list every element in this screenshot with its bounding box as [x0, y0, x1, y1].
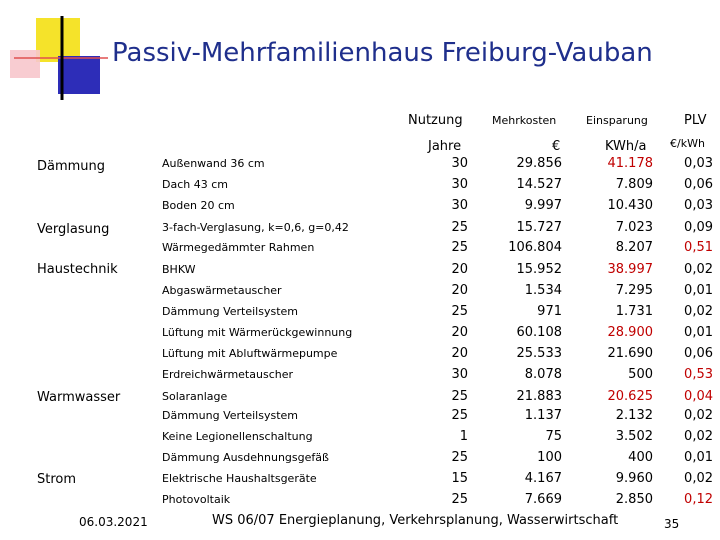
table-row — [0, 262, 720, 282]
row-label: Lüftung mit Wärmerückgewinnung — [162, 326, 353, 339]
row-label: Abgaswärmetauscher — [162, 284, 282, 297]
header-nutzung: Nutzung — [408, 113, 463, 128]
row-nutzung: 30 — [451, 177, 468, 192]
row-einsparung: 41.178 — [607, 156, 653, 171]
row-nutzung: 20 — [451, 283, 468, 298]
row-label: Dämmung Verteilsystem — [162, 409, 298, 422]
row-einsparung: 20.625 — [607, 389, 653, 404]
table-row — [0, 198, 720, 218]
row-mehrkosten: 14.527 — [516, 177, 562, 192]
table-row — [0, 492, 720, 512]
table-row — [0, 304, 720, 324]
row-plv: 0,53 — [684, 367, 713, 382]
row-plv: 0,02 — [684, 471, 713, 486]
row-plv: 0,12 — [684, 492, 713, 507]
header-euro-per-kwh: €/kWh — [670, 137, 705, 150]
table-row — [0, 177, 720, 197]
category-warmwasser: Warmwasser — [37, 390, 121, 405]
logo-yellow-square — [36, 18, 80, 62]
table-row — [0, 429, 720, 449]
header-euro: € — [552, 139, 561, 154]
row-mehrkosten: 9.997 — [524, 198, 562, 213]
row-label: Elektrische Haushaltsgeräte — [162, 472, 317, 485]
row-nutzung: 20 — [451, 325, 468, 340]
row-mehrkosten: 971 — [537, 304, 562, 319]
row-mehrkosten: 15.952 — [516, 262, 562, 277]
row-plv: 0,04 — [684, 389, 713, 404]
row-mehrkosten: 106.804 — [508, 240, 562, 255]
row-mehrkosten: 75 — [545, 429, 562, 444]
table-row — [0, 471, 720, 491]
row-einsparung: 7.295 — [615, 283, 653, 298]
row-einsparung: 2.132 — [615, 408, 653, 423]
table-row — [0, 156, 720, 176]
row-label: BHKW — [162, 263, 196, 276]
row-einsparung: 21.690 — [607, 346, 653, 361]
row-mehrkosten: 25.533 — [516, 346, 562, 361]
row-plv: 0,06 — [684, 346, 713, 361]
row-mehrkosten: 7.669 — [524, 492, 562, 507]
row-mehrkosten: 8.078 — [524, 367, 562, 382]
row-nutzung: 25 — [451, 450, 468, 465]
row-mehrkosten: 21.883 — [516, 389, 562, 404]
row-nutzung: 1 — [459, 429, 468, 444]
table-row — [0, 220, 720, 240]
row-plv: 0,01 — [684, 283, 713, 298]
row-label: 3-fach-Verglasung, k=0,6, g=0,42 — [162, 221, 349, 234]
row-nutzung: 25 — [451, 408, 468, 423]
row-einsparung: 2.850 — [615, 492, 653, 507]
row-einsparung: 7.023 — [615, 220, 653, 235]
row-mehrkosten: 4.167 — [524, 471, 562, 486]
row-plv: 0,03 — [684, 198, 713, 213]
row-mehrkosten: 1.137 — [524, 408, 562, 423]
row-nutzung: 30 — [451, 156, 468, 171]
category-verglasung: Verglasung — [37, 222, 110, 237]
row-mehrkosten: 60.108 — [516, 325, 562, 340]
row-label: Dach 43 cm — [162, 178, 228, 191]
row-nutzung: 20 — [451, 346, 468, 361]
category-haustechnik: Haustechnik — [37, 262, 118, 277]
row-einsparung: 3.502 — [615, 429, 653, 444]
row-label: Photovoltaik — [162, 493, 231, 506]
row-nutzung: 25 — [451, 389, 468, 404]
row-plv: 0,01 — [684, 325, 713, 340]
row-plv: 0,06 — [684, 177, 713, 192]
logo-blue-square — [58, 56, 100, 94]
header-mehrkosten: Mehrkosten — [492, 114, 557, 127]
logo-pink-square — [10, 50, 40, 78]
row-einsparung: 7.809 — [615, 177, 653, 192]
category-strom: Strom — [37, 472, 77, 487]
row-nutzung: 15 — [451, 471, 468, 486]
row-nutzung: 25 — [451, 240, 468, 255]
row-plv: 0,02 — [684, 304, 713, 319]
row-plv: 0,51 — [684, 240, 713, 255]
category-daemmung: Dämmung — [37, 159, 106, 174]
row-nutzung: 20 — [451, 262, 468, 277]
header-plv: PLV — [684, 113, 707, 128]
row-label: Dämmung Ausdehnungsgefäß — [162, 451, 329, 464]
row-einsparung: 28.900 — [607, 325, 653, 340]
table-row — [0, 367, 720, 387]
row-mehrkosten: 1.534 — [524, 283, 562, 298]
row-nutzung: 30 — [451, 367, 468, 382]
row-plv: 0,02 — [684, 262, 713, 277]
row-mehrkosten: 29.856 — [516, 156, 562, 171]
row-plv: 0,09 — [684, 220, 713, 235]
row-label: Solaranlage — [162, 390, 228, 403]
header-einsparung: Einsparung — [586, 114, 648, 127]
row-label: Wärmegedämmter Rahmen — [162, 241, 315, 254]
row-einsparung: 1.731 — [615, 304, 653, 319]
row-label: Lüftung mit Abluftwärmepumpe — [162, 347, 338, 360]
decorative-logo-graphic — [0, 0, 110, 110]
row-nutzung: 25 — [451, 492, 468, 507]
table-row — [0, 450, 720, 470]
table-row — [0, 389, 720, 409]
page-number: 35 — [664, 517, 680, 531]
row-label: Dämmung Verteilsystem — [162, 305, 298, 318]
header-kwh-per-year: KWh/a — [605, 139, 647, 154]
footer-date: 06.03.2021 — [79, 515, 148, 529]
row-einsparung: 9.960 — [615, 471, 653, 486]
table-row — [0, 283, 720, 303]
row-einsparung: 38.997 — [607, 262, 653, 277]
row-nutzung: 30 — [451, 198, 468, 213]
row-einsparung: 400 — [628, 450, 653, 465]
row-nutzung: 25 — [451, 220, 468, 235]
row-label: Keine Legionellenschaltung — [162, 430, 313, 443]
header-jahre: Jahre — [428, 139, 462, 154]
row-label: Boden 20 cm — [162, 199, 235, 212]
row-einsparung: 500 — [628, 367, 653, 382]
row-einsparung: 8.207 — [615, 240, 653, 255]
table-row — [0, 408, 720, 428]
table-row — [0, 346, 720, 366]
row-plv: 0,01 — [684, 450, 713, 465]
row-plv: 0,02 — [684, 408, 713, 423]
row-plv: 0,03 — [684, 156, 713, 171]
table-row — [0, 325, 720, 345]
footer-course-text: WS 06/07 Energieplanung, Verkehrsplanung, Wasserwirtschaft — [212, 513, 619, 528]
row-nutzung: 25 — [451, 304, 468, 319]
row-label: Außenwand 36 cm — [162, 157, 265, 170]
row-mehrkosten: 100 — [537, 450, 562, 465]
row-einsparung: 10.430 — [607, 198, 653, 213]
table-row — [0, 240, 720, 260]
page-title: Passiv-Mehrfamilienhaus Freiburg-Vauban — [112, 38, 653, 68]
row-plv: 0,02 — [684, 429, 713, 444]
row-label: Erdreichwärmetauscher — [162, 368, 294, 381]
row-mehrkosten: 15.727 — [516, 220, 562, 235]
